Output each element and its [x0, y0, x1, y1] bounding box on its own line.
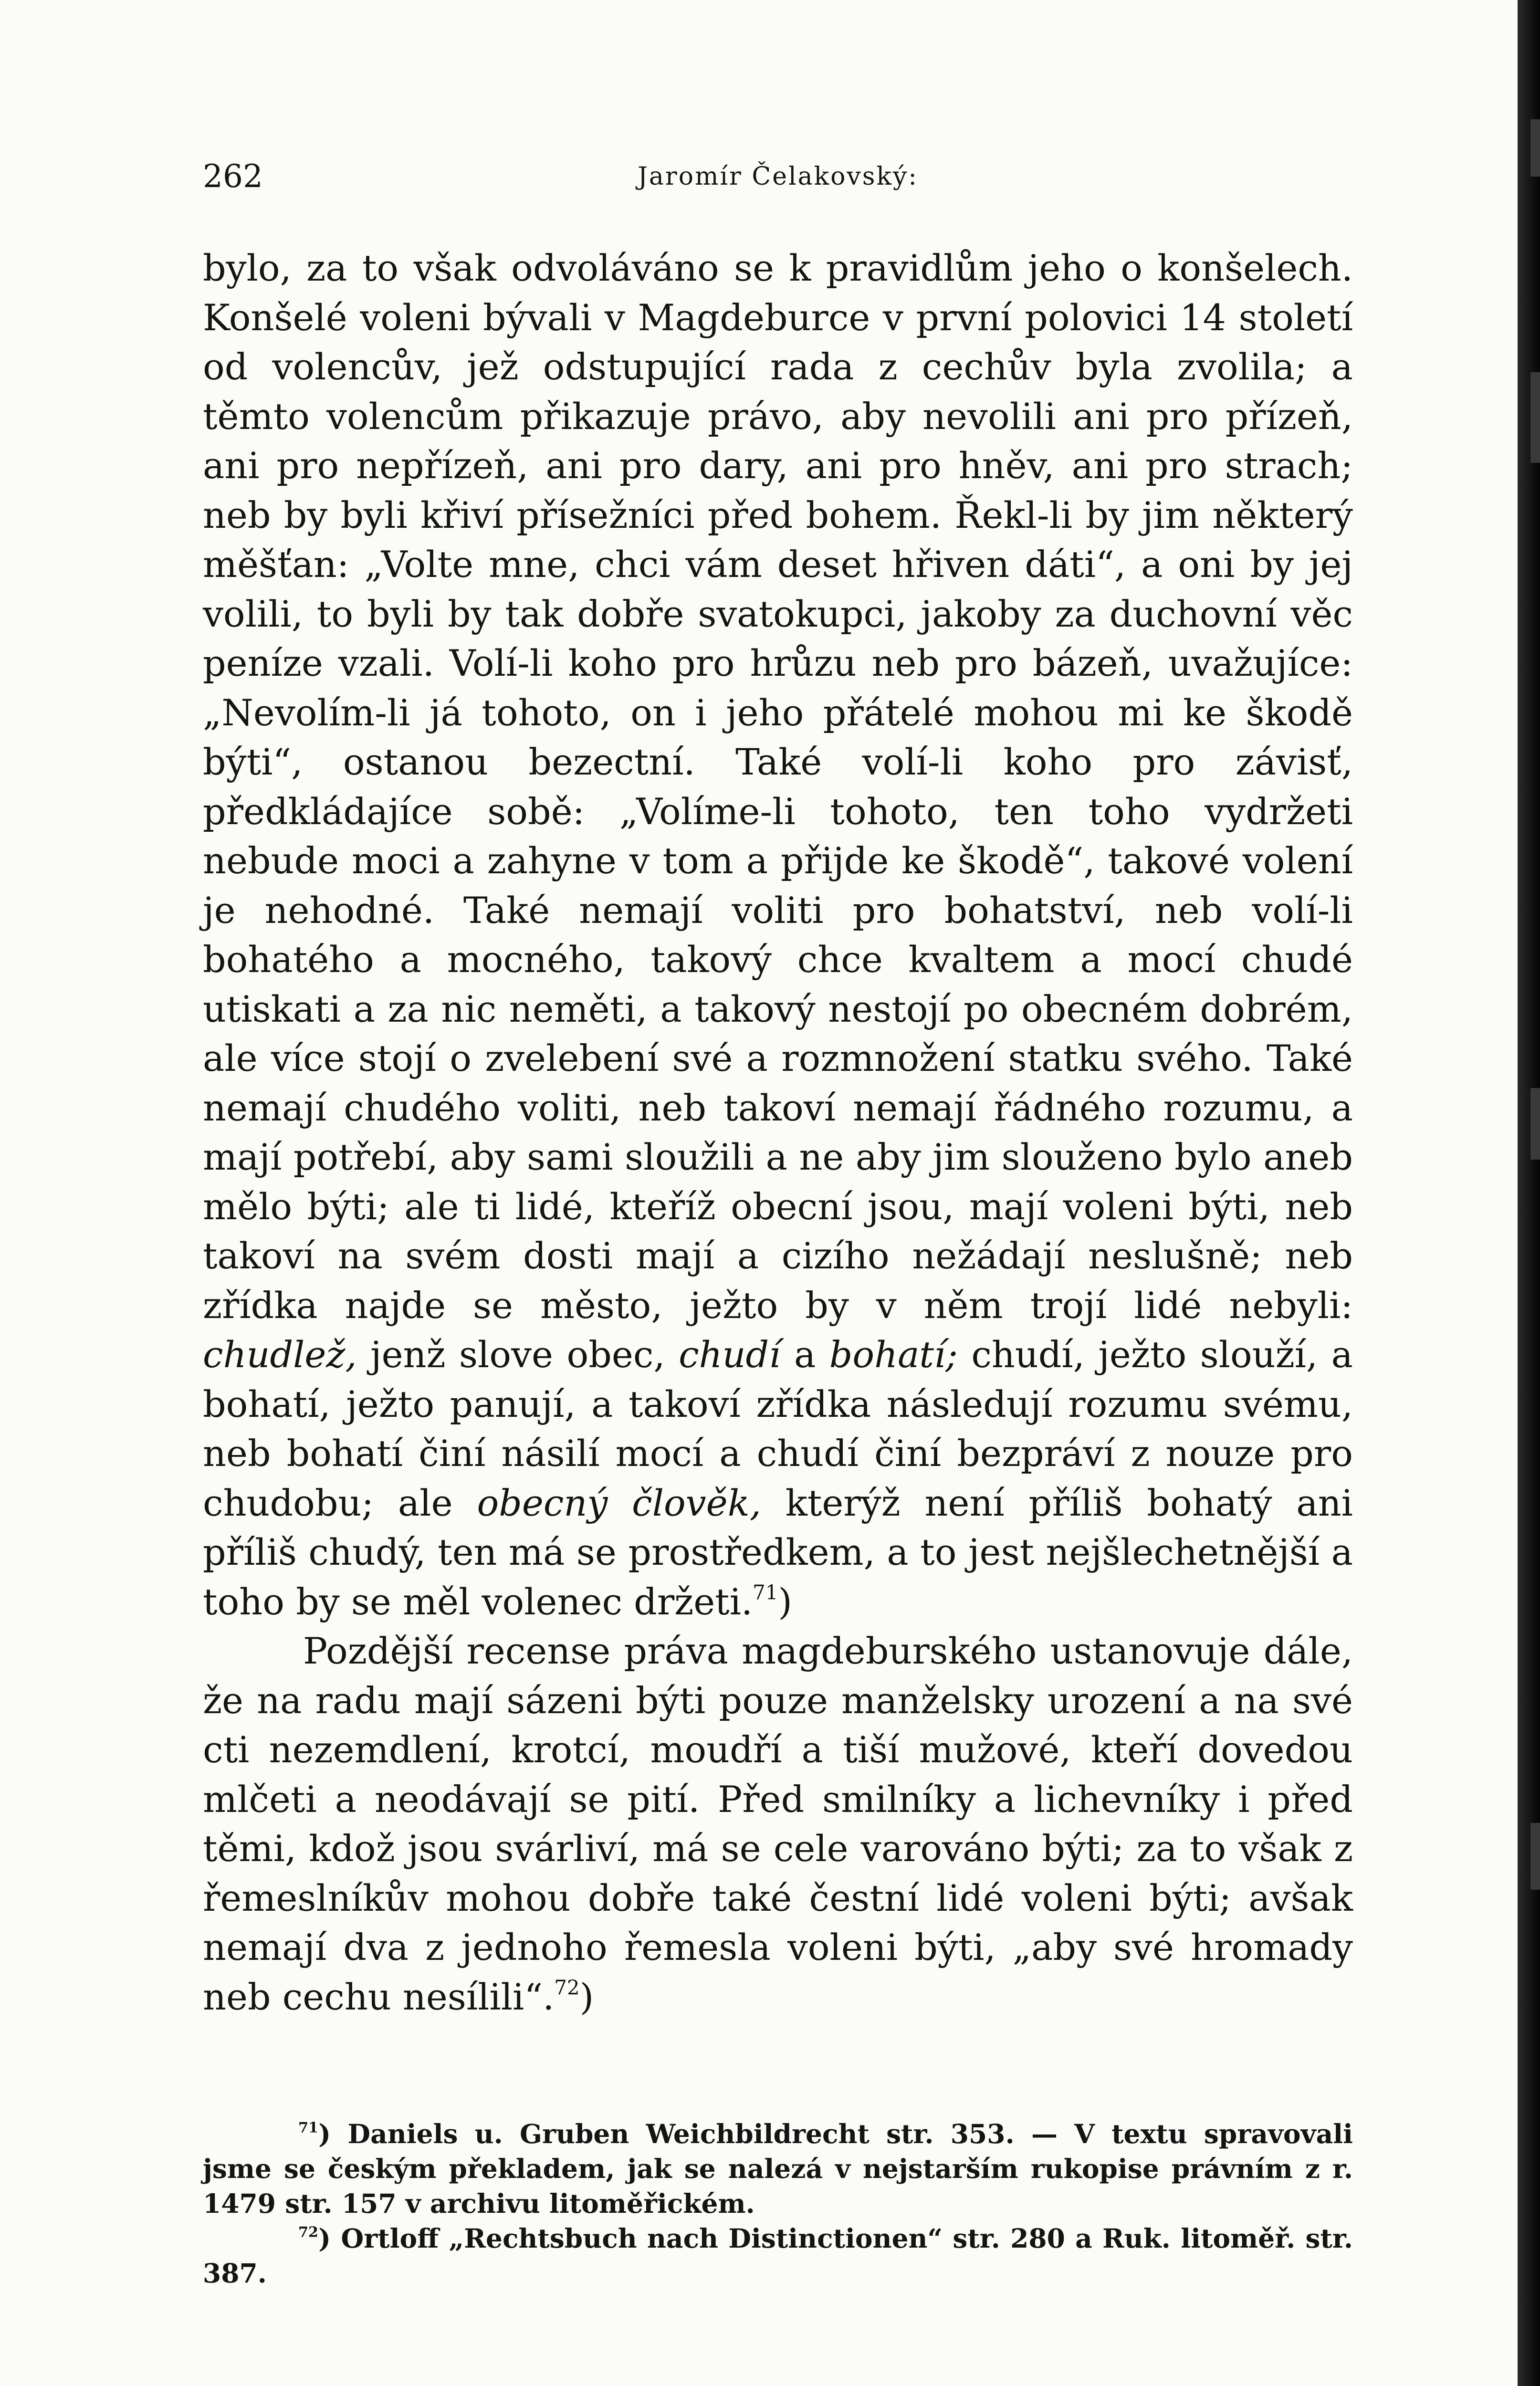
text-span: jenž slove obec, [356, 1333, 679, 1376]
text-span: kterýž není příliš bohatý ani příliš chudý, ten má se prostředkem, a to jest nejšlechetnější a toho by se měl volenec držeti. [203, 1481, 1353, 1623]
footnote-71 [203, 2116, 1353, 2221]
edge-tab [1530, 372, 1540, 463]
body-text [203, 243, 1353, 2021]
text-span: ) [579, 1975, 594, 2018]
text-span: bylo, za to však odvoláváno se k pravidlům jeho o konšelech. Konšelé voleni bývali v Magdeburce v první polovici 14 století od volencův, jež odstupující rada z cechův byla zvolila; a těmto volencům přikazuje právo, aby nevolili ani pro přízeň, ani pro nepřízeň, ani pro dary, ani pro hněv, ani pro strach; neb by byli křiví přísežníci před bohem. Řekl-li by jim některý měšťan: „Volte mne, chci vám deset hřiven dáti“, a oni by jej volili, to byli by tak dobře svatokupci, jakoby za duchovní věc peníze vzali. Volí-li koho pro hrůzu neb pro bázeň, uvažujíce: „Nevolím-li já tohoto, on i jeho přátelé mohou mi ke škodě býti“, ostanou bezectní. Také volí-li koho pro závisť, předkládajíce sobě: „Volíme-li tohoto, ten toho vydržeti nebude moci a zahyne v tom a přijde ke škodě“, takové volení je nehodné. Také nemají voliti pro bohatství, neb volí-li bohatého a mocného, takový chce kvaltem a mocí chudé utiskati a za nic neměti, a takový nestojí po obecném dobrém, ale více stojí o zvelebení své a rozmnožení statku svého. Také nemají chudého voliti, neb takoví nemají řádného rozumu, a mají potřebí, aby sami sloužili a ne aby jim slouženo bylo aneb mělo býti; ale ti lidé, kteříž obecní jsou, mají voleni býti, neb takoví na svém dosti mají a cizího nežádají neslušně; neb zřídka najde se město, ježto by v něm trojí lidé nebyli: [203, 247, 1353, 1327]
footnote-mark: 72 [298, 2224, 319, 2241]
paragraph-2 [203, 1626, 1353, 2021]
text-span: ) [778, 1580, 793, 1623]
footnote-text: ) Daniels u. Gruben Weichbildrecht str. 353. — V textu spravovali jsme se českým překladem, jak se nalezá v nejstarším rukopise právním z r. 1479 str. 157 v archivu litoměřickém. [203, 2118, 1353, 2219]
italic-term: chudí [679, 1333, 781, 1376]
italic-term: bohatí; [829, 1333, 958, 1376]
edge-tab [1530, 1088, 1540, 1160]
page-number: 262 [203, 158, 263, 195]
text-span: chudí, ježto slouží, a bohatí, ježto panují, a takoví zřídka následují rozumu svému, neb bohatí činí násilí mocí a chudí činí bezpráví z nouze pro chudobu; ale [203, 1333, 1353, 1524]
running-head: Jaromír Čelakovský: [638, 162, 918, 191]
edge-tab [1530, 119, 1540, 177]
footnotes [203, 2116, 1353, 2291]
footnote-ref: 71 [753, 1580, 778, 1604]
scan-border [1518, 0, 1540, 2386]
page-header [203, 150, 1353, 203]
italic-term: obecný člověk, [477, 1481, 761, 1524]
italic-term: chudlež, [203, 1333, 357, 1376]
paragraph-1 [203, 243, 1353, 1626]
footnote-72 [203, 2221, 1353, 2291]
footnote-mark: 71 [298, 2119, 319, 2136]
text-span: Pozdější recense práva magdeburského ustanovuje dále, že na radu mají sázeni býti pouze manželsky urození a na své cti nezemdlení, krotcí, moudří a tiší mužové, kteří dovedou mlčeti a neodávají se pití. Před smilníky a lichevníky i před těmi, kdož jsou svárliví, má se cele varováno býti; za to však z řemeslníkův mohou dobře také čestní lidé voleni býti; avšak nemají dva z jednoho řemesla voleni býti, „aby své hromady neb cechu nesílili“. [203, 1630, 1353, 2018]
edge-tab [1530, 1823, 1540, 1890]
text-span: a [780, 1333, 829, 1376]
footnote-text: ) Ortloff „Rechtsbuch nach Distinctionen“ str. 280 a Ruk. litoměř. str. 387. [203, 2223, 1353, 2289]
footnote-ref: 72 [554, 1976, 580, 1999]
